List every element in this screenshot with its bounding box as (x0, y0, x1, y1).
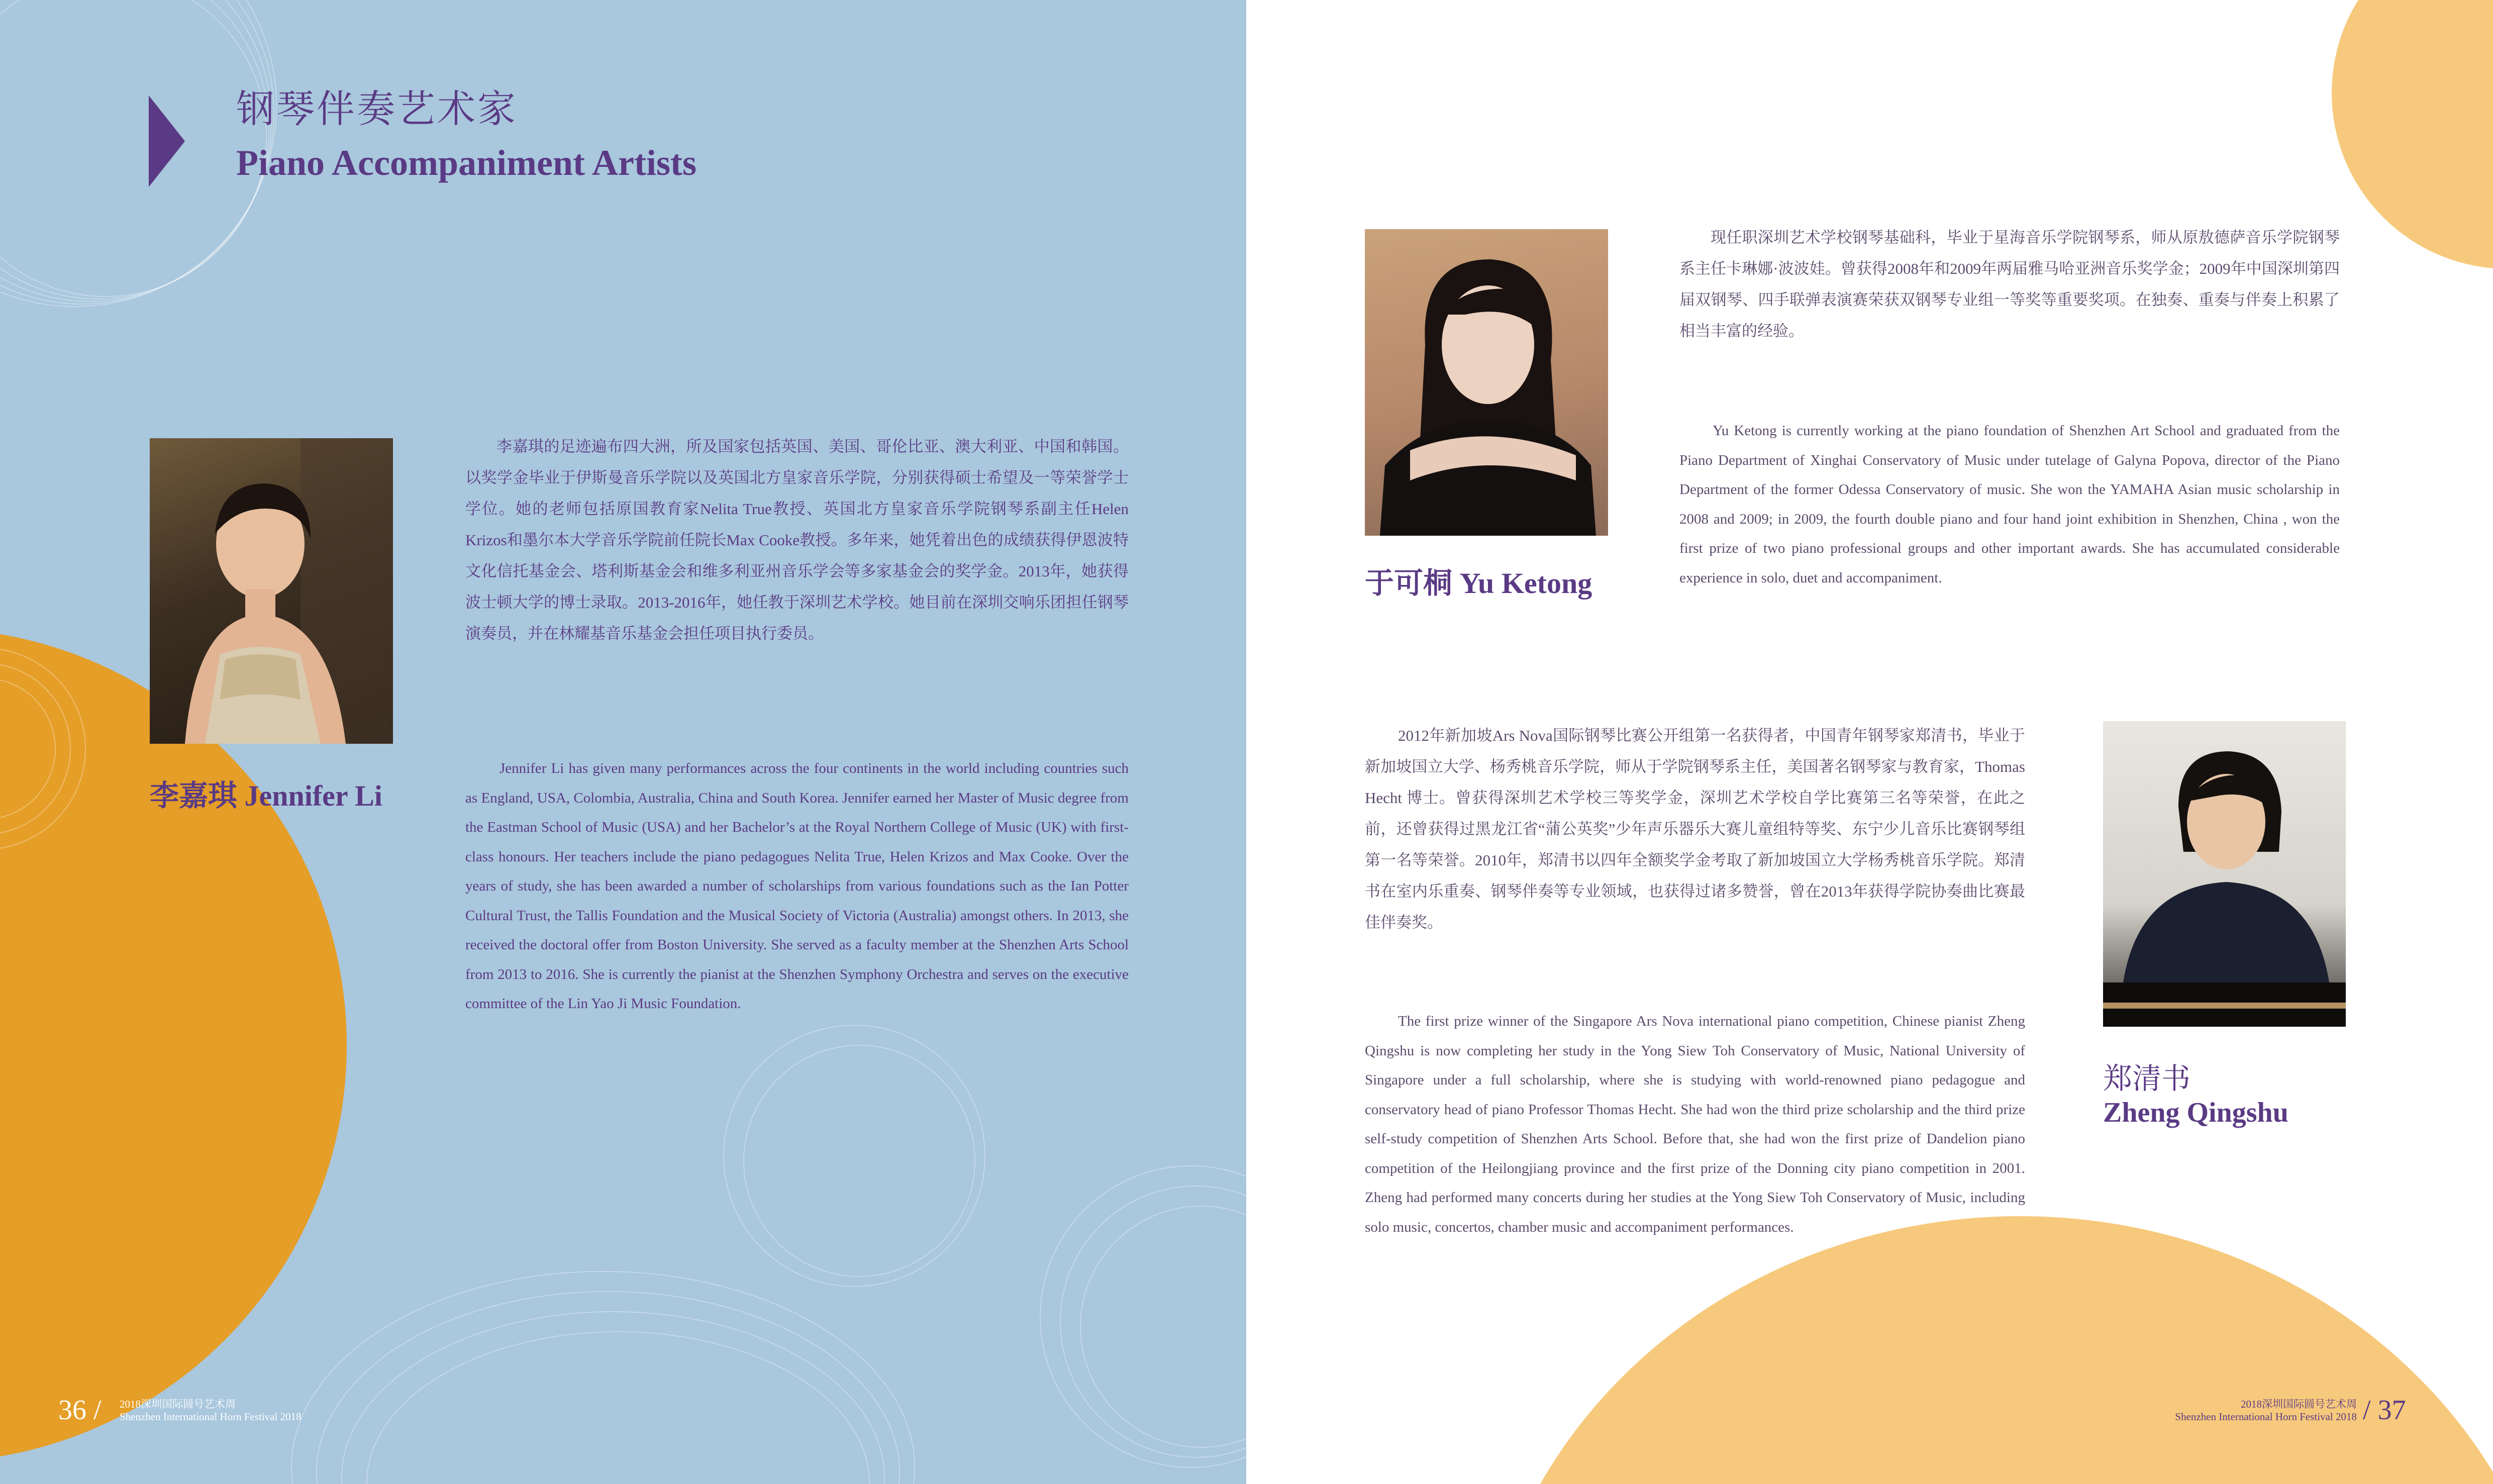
artist-name-jennifer-li: 李嘉琪 Jennifer Li (150, 779, 382, 812)
page-number-slash: / (93, 1395, 102, 1426)
footer-festival-en: Shenzhen International Horn Festival 2018 (2175, 1411, 2357, 1423)
page-number-right (2363, 1396, 2406, 1424)
yu-ketong-bio-en: Yu Ketong is currently working at the piano foundation of Shenzhen Art School and graduated from the Piano Department of Xinghai Conservatory of Music under tutelage of Galyna Popova, director of the Piano Department of the former Odessa Conservatory of music. She won the YAMAHA Asian music scholarship in 2008 and 2009; in 2009, the fourth double piano and four hand joint exhibition in Shenzhen, China , won the first prize of two piano professional groups and other important awards. She has accumulated considerable experience in solo, duet and accompaniment. (1679, 423, 2340, 586)
yu-ketong-bio-zh: 现任职深圳艺术学校钢琴基础科，毕业于星海音乐学院钢琴系，师从原敖德萨音乐学院钢琴系主任卡琳娜·波波娃。曾获得2008年和2009年两届雅马哈亚洲音乐奖学金；2009年中国深圳第四届双钢琴、四手联弹表演赛荣获双钢琴专业组一等奖等重要奖项。在独奏、重奏与伴奏上积累了相当丰富的经验。 (1679, 229, 2340, 340)
page-title-zh: 钢琴伴奏艺术家 (236, 88, 518, 131)
page-title-en: Piano Accompaniment Artists (236, 143, 696, 183)
right-page (1246, 0, 2493, 1484)
zheng-qingshu-bio-zh: 2012年新加坡Ars Nova国际钢琴比赛公开组第一名获得者，中国青年钢琴家郑清书，毕业于新加坡国立大学、杨秀桃音乐学院，师从于学院钢琴系主任，美国著名钢琴家与教育家，Thomas Hecht 博士。曾获得深圳艺术学校三等奖学金，深圳艺术学校自学比赛第三名等荣誉，在此之前，还曾获得过黑龙江省“蒲公英奖”少年声乐器乐大赛儿童组特等奖、东宁少儿音乐比赛钢琴组第一名等荣誉。2010年，郑清书以四年全额奖学金考取了新加坡国立大学杨秀桃音乐学院。郑清书在室内乐重奏、钢琴伴奏等专业领域，也获得过诸多赞誉，曾在2013年获得学院协奏曲比赛最佳伴奏奖。 (1365, 727, 2025, 931)
zheng-qingshu-portrait-photo (2103, 721, 2346, 1027)
artist-name-zheng-qingshu-zh: 郑清书 (2103, 1062, 2191, 1095)
triangle-marker-icon (149, 95, 185, 187)
jennifer-li-portrait-photo (150, 438, 393, 744)
jennifer-li-bio-en: Jennifer Li has given many performances across the four continents in the world including countries such as England, USA, Colombia, Australia, China and South Korea. Jennifer earned her Master of Music degree from the Eastman School of Music (USA) and her Bachelor’s at the Royal Northern College of Music (UK) with first-class honours. Her teachers include the piano pedagogues Nelita True, Helen Krizos and Max Cooke. Over the years of study, she has been awarded a number of scholarships from various foundations such as the Ian Potter Cultural Trust, the Tallis Foundation and the Musical Society of Victoria (Australia) amongst others. In 2013, she received the doctoral offer from Boston University. She served as a faculty member at the Shenzhen Arts School from 2013 to 2016. She is currently the pianist at the Shenzhen Symphony Orchestra and serves on the executive committee of the Lin Yao Ji Music Foundation. (465, 760, 1129, 1012)
page-number-slash: / (2363, 1395, 2371, 1426)
footer-festival-left (120, 1398, 302, 1423)
yu-ketong-portrait-photo (1365, 229, 1608, 536)
page-number: 37 (2377, 1395, 2406, 1426)
left-page (0, 0, 1246, 1484)
footer-festival-en: Shenzhen International Horn Festival 2018 (120, 1411, 302, 1423)
footer-festival-right (2171, 1398, 2357, 1423)
footer-festival-zh: 2018深圳国际圆号艺术周 (2241, 1398, 2357, 1410)
footer-festival-zh: 2018深圳国际圆号艺术周 (120, 1398, 236, 1410)
artist-name-yu-ketong: 于可桐 Yu Ketong (1365, 567, 1592, 600)
artist-name-zheng-qingshu-en: Zheng Qingshu (2103, 1097, 2288, 1128)
page-number: 36 (58, 1395, 86, 1426)
jennifer-li-bio-zh: 李嘉琪的足迹遍布四大洲，所及国家包括英国、美国、哥伦比亚、澳大利亚、中国和韩国。以奖学金毕业于伊斯曼音乐学院以及英国北方皇家音乐学院，分别获得硕士希望及一等荣誉学士学位。她的老师包括原国教育家Nelita True教授、英国北方皇家音乐学院钢琴系副主任Helen Krizos和墨尔本大学音乐学院前任院长Max Cooke教授。多年来，她凭着出色的成绩获得伊恩波特文化信托基金会、塔利斯基金会和维多利亚州音乐学会等多家基金会的奖学金。2013年，她获得波士顿大学的博士录取。2013-2016年，她任教于深圳艺术学校。她目前在深圳交响乐团担任钢琴演奏员，并在林耀基音乐基金会担任项目执行委员。 (465, 438, 1129, 642)
zheng-qingshu-bio-en: The first prize winner of the Singapore Ars Nova international piano competition, Chinese pianist Zheng Qingshu is now completing her study in the Yong Siew Toh Conservatory of Music, National University of Singapore under a full scholarship, where she is studying with world-renowned piano pedagogue and conservatory head of piano Professor Thomas Hecht. She had won the third prize scholarship and the third prize self-study competition of Shenzhen Arts School. Before that, she had won the first prize of Dandelion piano competition of the Heilongjiang province and the first prize of the Donning city piano competition in 2001. Zheng had performed many concerts during her studies at the Yong Siew Toh Conservatory of Music, including solo music, concertos, chamber music and accompaniment performances. (1365, 1013, 2025, 1235)
page-number-left (58, 1396, 102, 1424)
